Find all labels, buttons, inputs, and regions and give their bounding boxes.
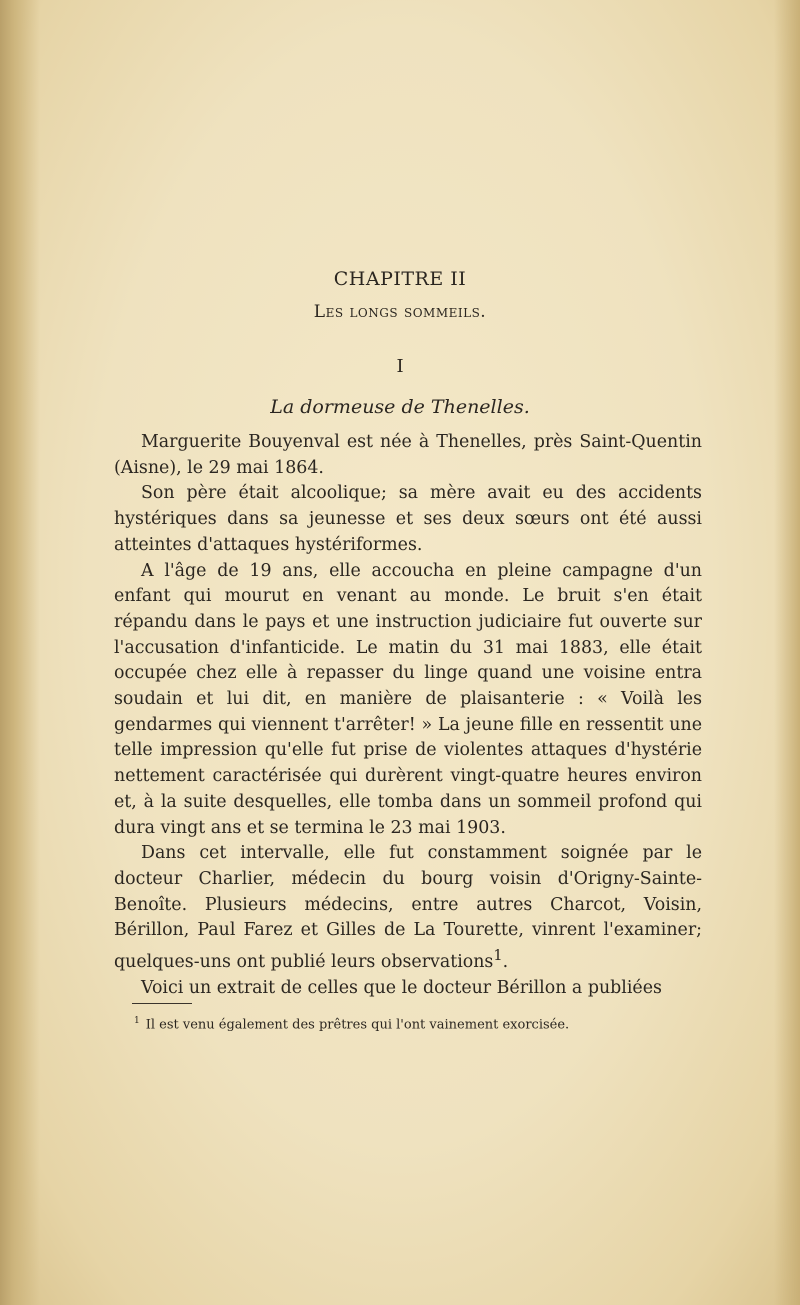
- footnote-reference: 1: [493, 948, 503, 965]
- footnote-divider: [132, 1003, 192, 1004]
- paragraph-3: A l'âge de 19 ans, elle accoucha en pleine campagne d'un enfant qui mourut en venant au monde. Le bruit s'en était répandu dans le pays et une instruction judiciaire fut ouverte sur l'accusation d'infanticide. Le matin du 31 mai 1883, elle était occupée chez elle à repasser du linge quand une voisine entra soudain et lui dit, en manière de plaisanterie : « Voilà les gendarmes qui viennent t'arrêter! » La jeune fille en ressentit une telle impression qu'elle fut prise de violentes attaques d'hystérie nettement caractérisée qui durèrent vingt-quatre heures environ et, à la suite desquelles, elle tomba dans un sommeil profond qui dura vingt ans et se termina le 23 mai 1903.: [114, 560, 702, 838]
- section-subtitle: La dormeuse de Thenelles.: [270, 396, 530, 418]
- footnote-text: Il est venu également des prêtres qui l'ont vainement exorcisée.: [145, 1017, 570, 1033]
- page-edge-shadow-left: [0, 0, 40, 1305]
- page-edge-shadow-right: [774, 0, 800, 1305]
- chapter-title: CHAPITRE II: [333, 268, 467, 290]
- paragraph-4: Dans cet intervalle, elle fut constamment soignée par le docteur Charlier, médecin du bourg voisin d'Origny-Sainte-Benoîte. Plusieurs médecins, entre autres Charcot, Voisin, Bérillon, Paul Farez et Gilles de La Tourette, vinrent l'examiner; quelques-uns ont publié leurs observations$^1$.: [114, 843, 702, 972]
- body-text: [114, 430, 702, 1001]
- footnote-marker: 1: [134, 1016, 140, 1026]
- paragraph-2: Son père était alcoolique; sa mère avait eu des accidents hystériques dans sa jeunesse et ses deux sœurs ont été aussi atteintes d'attaques hystériformes.: [114, 483, 702, 555]
- paragraph-4-text: Dans cet intervalle, elle fut constamment soignée par le docteur Charlier, médecin du bourg voisin d'Origny-Sainte-Benoîte. Plusieurs médecins, entre autres Charcot, Voisin, Bérillon, Paul Farez et Gilles de La Tourette, vinrent l'examiner; quelques-uns ont publié leurs observations: [114, 843, 702, 972]
- section-title: Les longs sommeils.: [313, 302, 487, 322]
- paragraph-5: Voici un extrait de celles que le docteur Bérillon a publiées: [141, 977, 662, 998]
- section-numeral: I: [396, 356, 404, 377]
- footnote: [134, 1012, 694, 1034]
- paragraph-1: Marguerite Bouyenval est née à Thenelles, près Saint-Quentin (Aisne), le 29 mai 1864.: [114, 432, 702, 478]
